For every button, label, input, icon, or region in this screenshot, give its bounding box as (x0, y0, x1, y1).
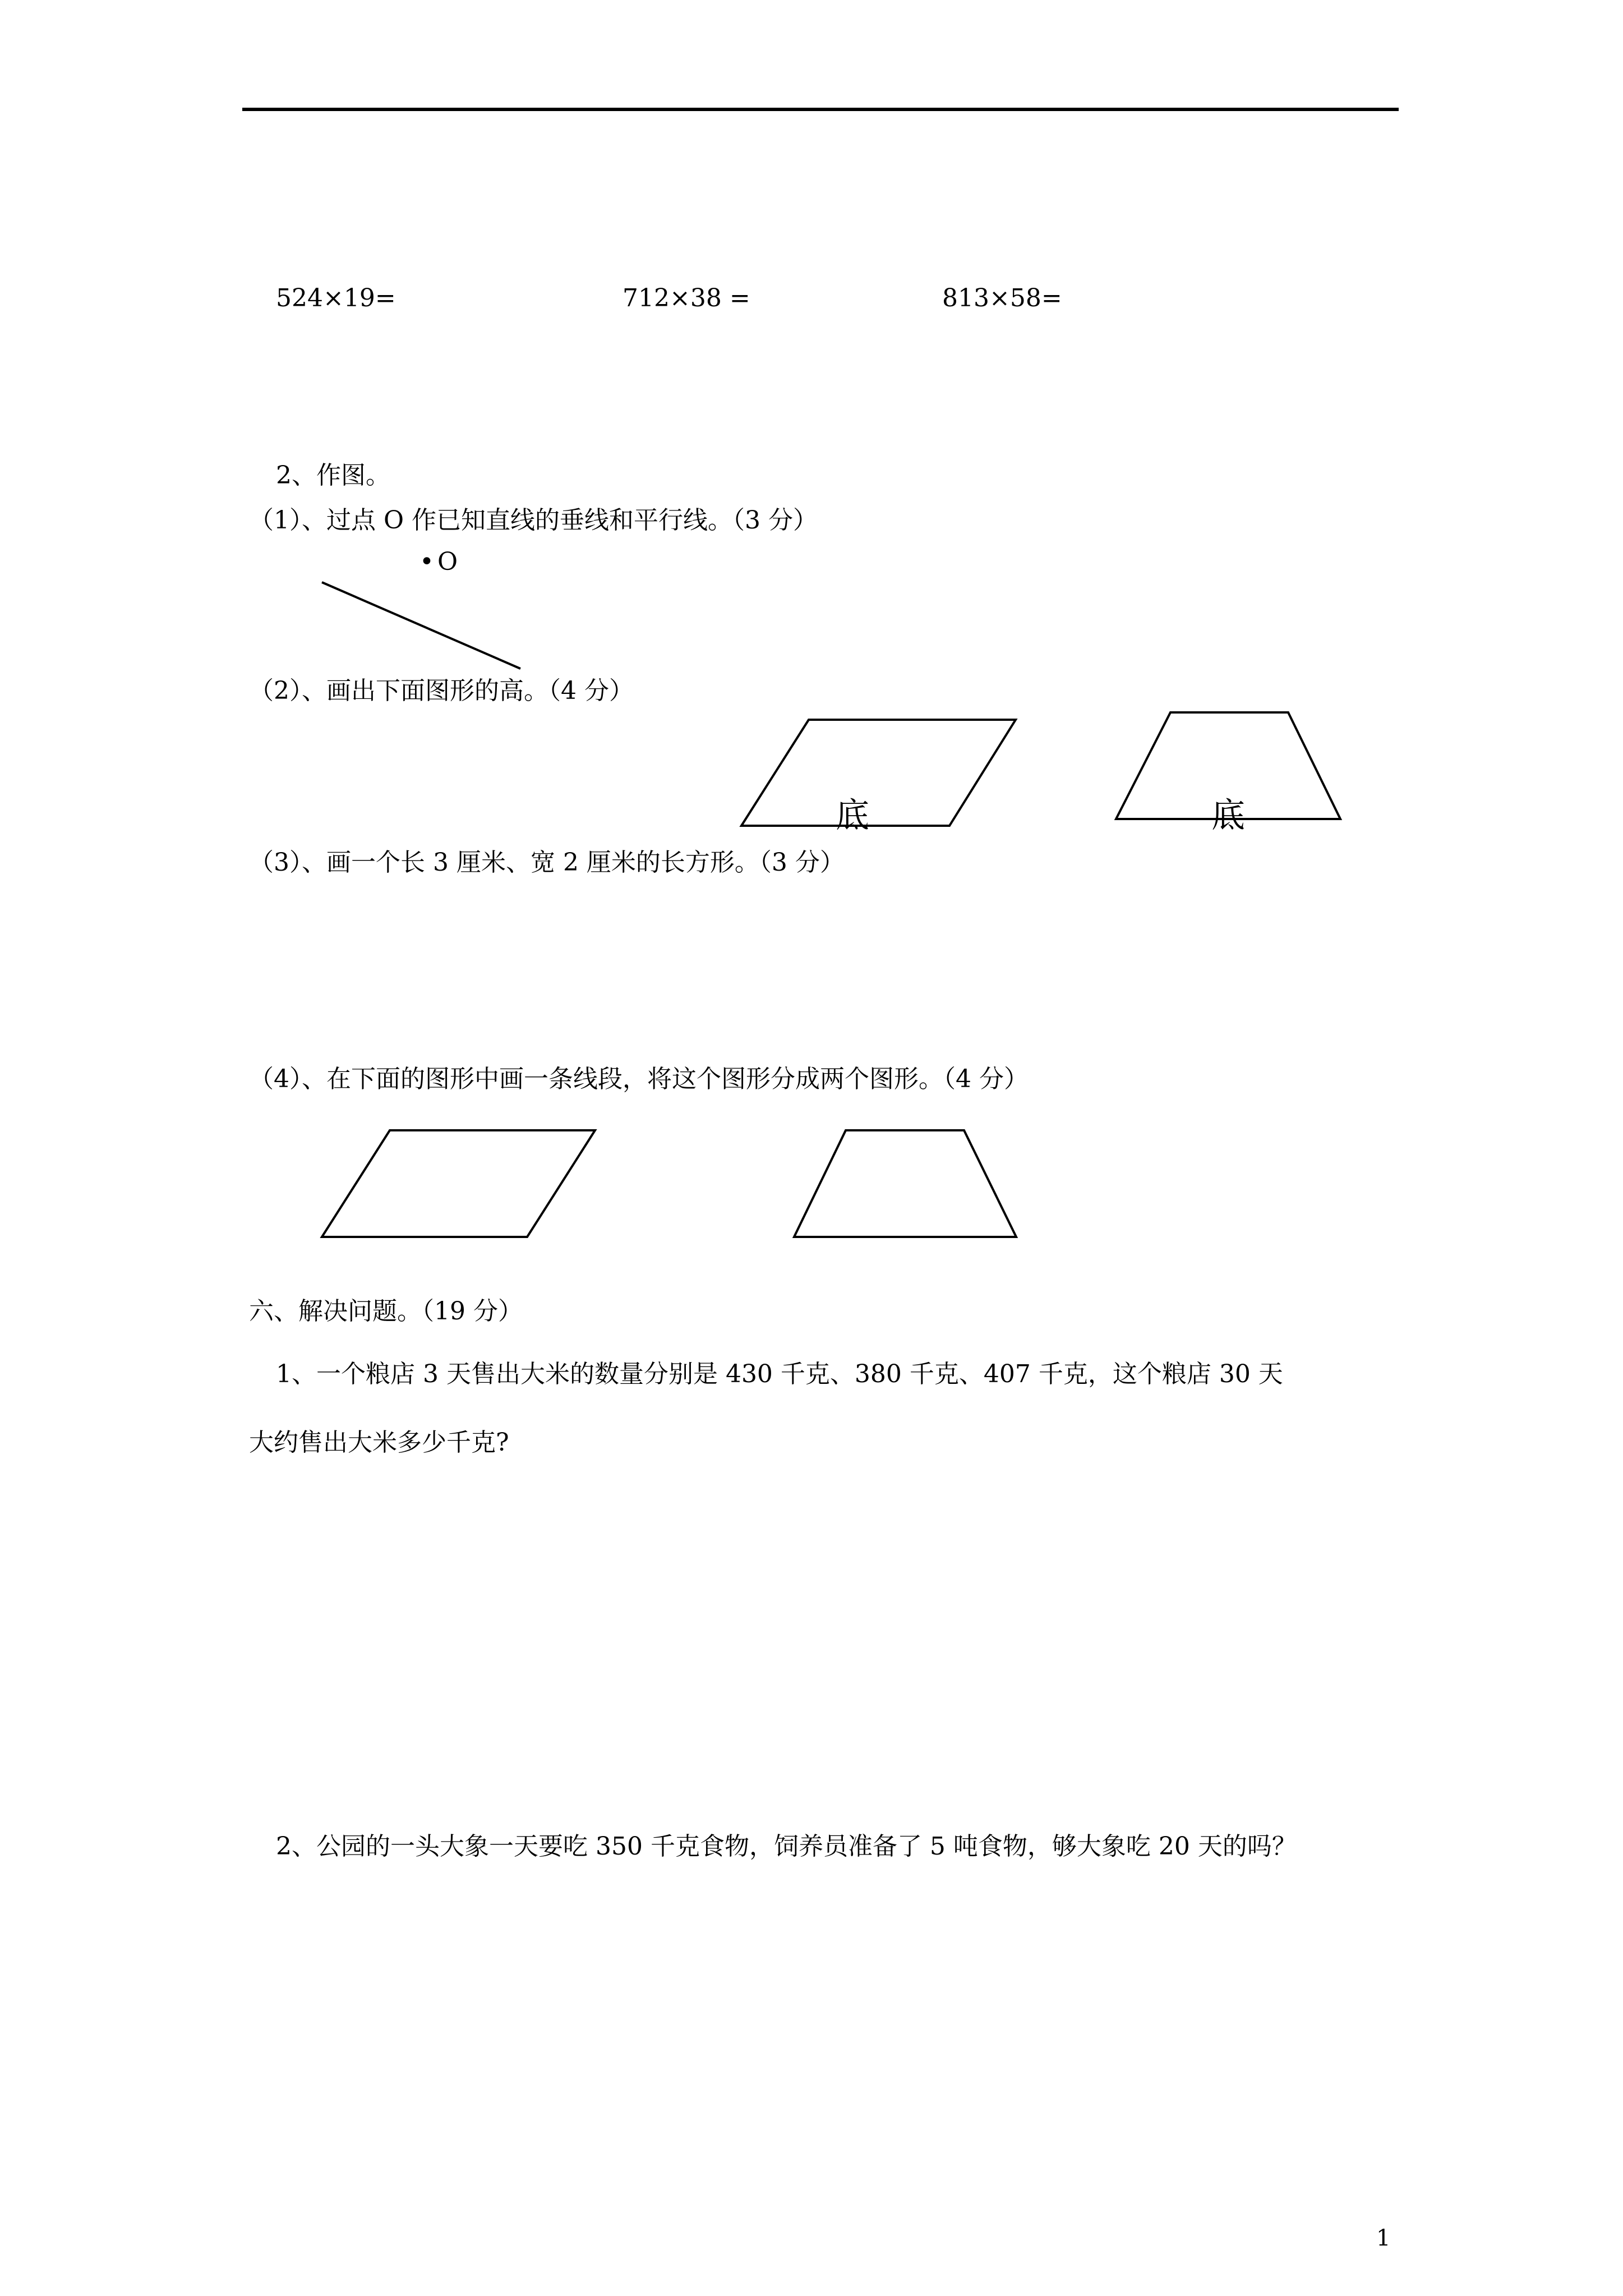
calc-item-1: 524×19= (276, 284, 396, 312)
question-3: （3）、画一个长 3 厘米、宽 2 厘米的长方形。（3 分） (249, 848, 845, 877)
problem-1-line-2: 大约售出大米多少千克? (249, 1428, 509, 1457)
section-6-heading: 六、解决问题。（19 分） (249, 1297, 523, 1326)
parallelogram-base-label: 底 (836, 796, 869, 835)
problem-2: 2、公园的一头大象一天要吃 350 千克食物，饲养员准备了 5 吨食物，够大象吃 20 天的吗？ (276, 1832, 1297, 1861)
trapezoid-base-label: 底 (1211, 796, 1245, 835)
question-2: （2）、画出下面图形的高。（4 分） (249, 677, 634, 705)
given-line (322, 582, 520, 669)
calc-item-3: 813×58= (942, 284, 1062, 312)
calc-item-2: 712×38 = (623, 284, 750, 312)
parallelogram-q4 (322, 1130, 595, 1237)
page-number: 1 (1376, 2225, 1391, 2251)
question-4: （4）、在下面的图形中画一条线段，将这个图形分成两个图形。（4 分） (249, 1065, 1029, 1093)
trapezoid-q2 (1116, 712, 1340, 819)
section-2-heading: 2、作图。 (276, 461, 390, 490)
trapezoid-q4 (794, 1130, 1016, 1237)
problem-1-line-1: 1、一个粮店 3 天售出大米的数量分别是 430 千克、380 千克、407 千克，这个粮店 30 天 (276, 1360, 1283, 1388)
question-1: （1）、过点 O 作已知直线的垂线和平行线。（3 分） (249, 506, 818, 535)
parallelogram-q2 (741, 720, 1016, 826)
point-o-label: O (437, 547, 458, 576)
point-o-marker: • (419, 547, 434, 576)
